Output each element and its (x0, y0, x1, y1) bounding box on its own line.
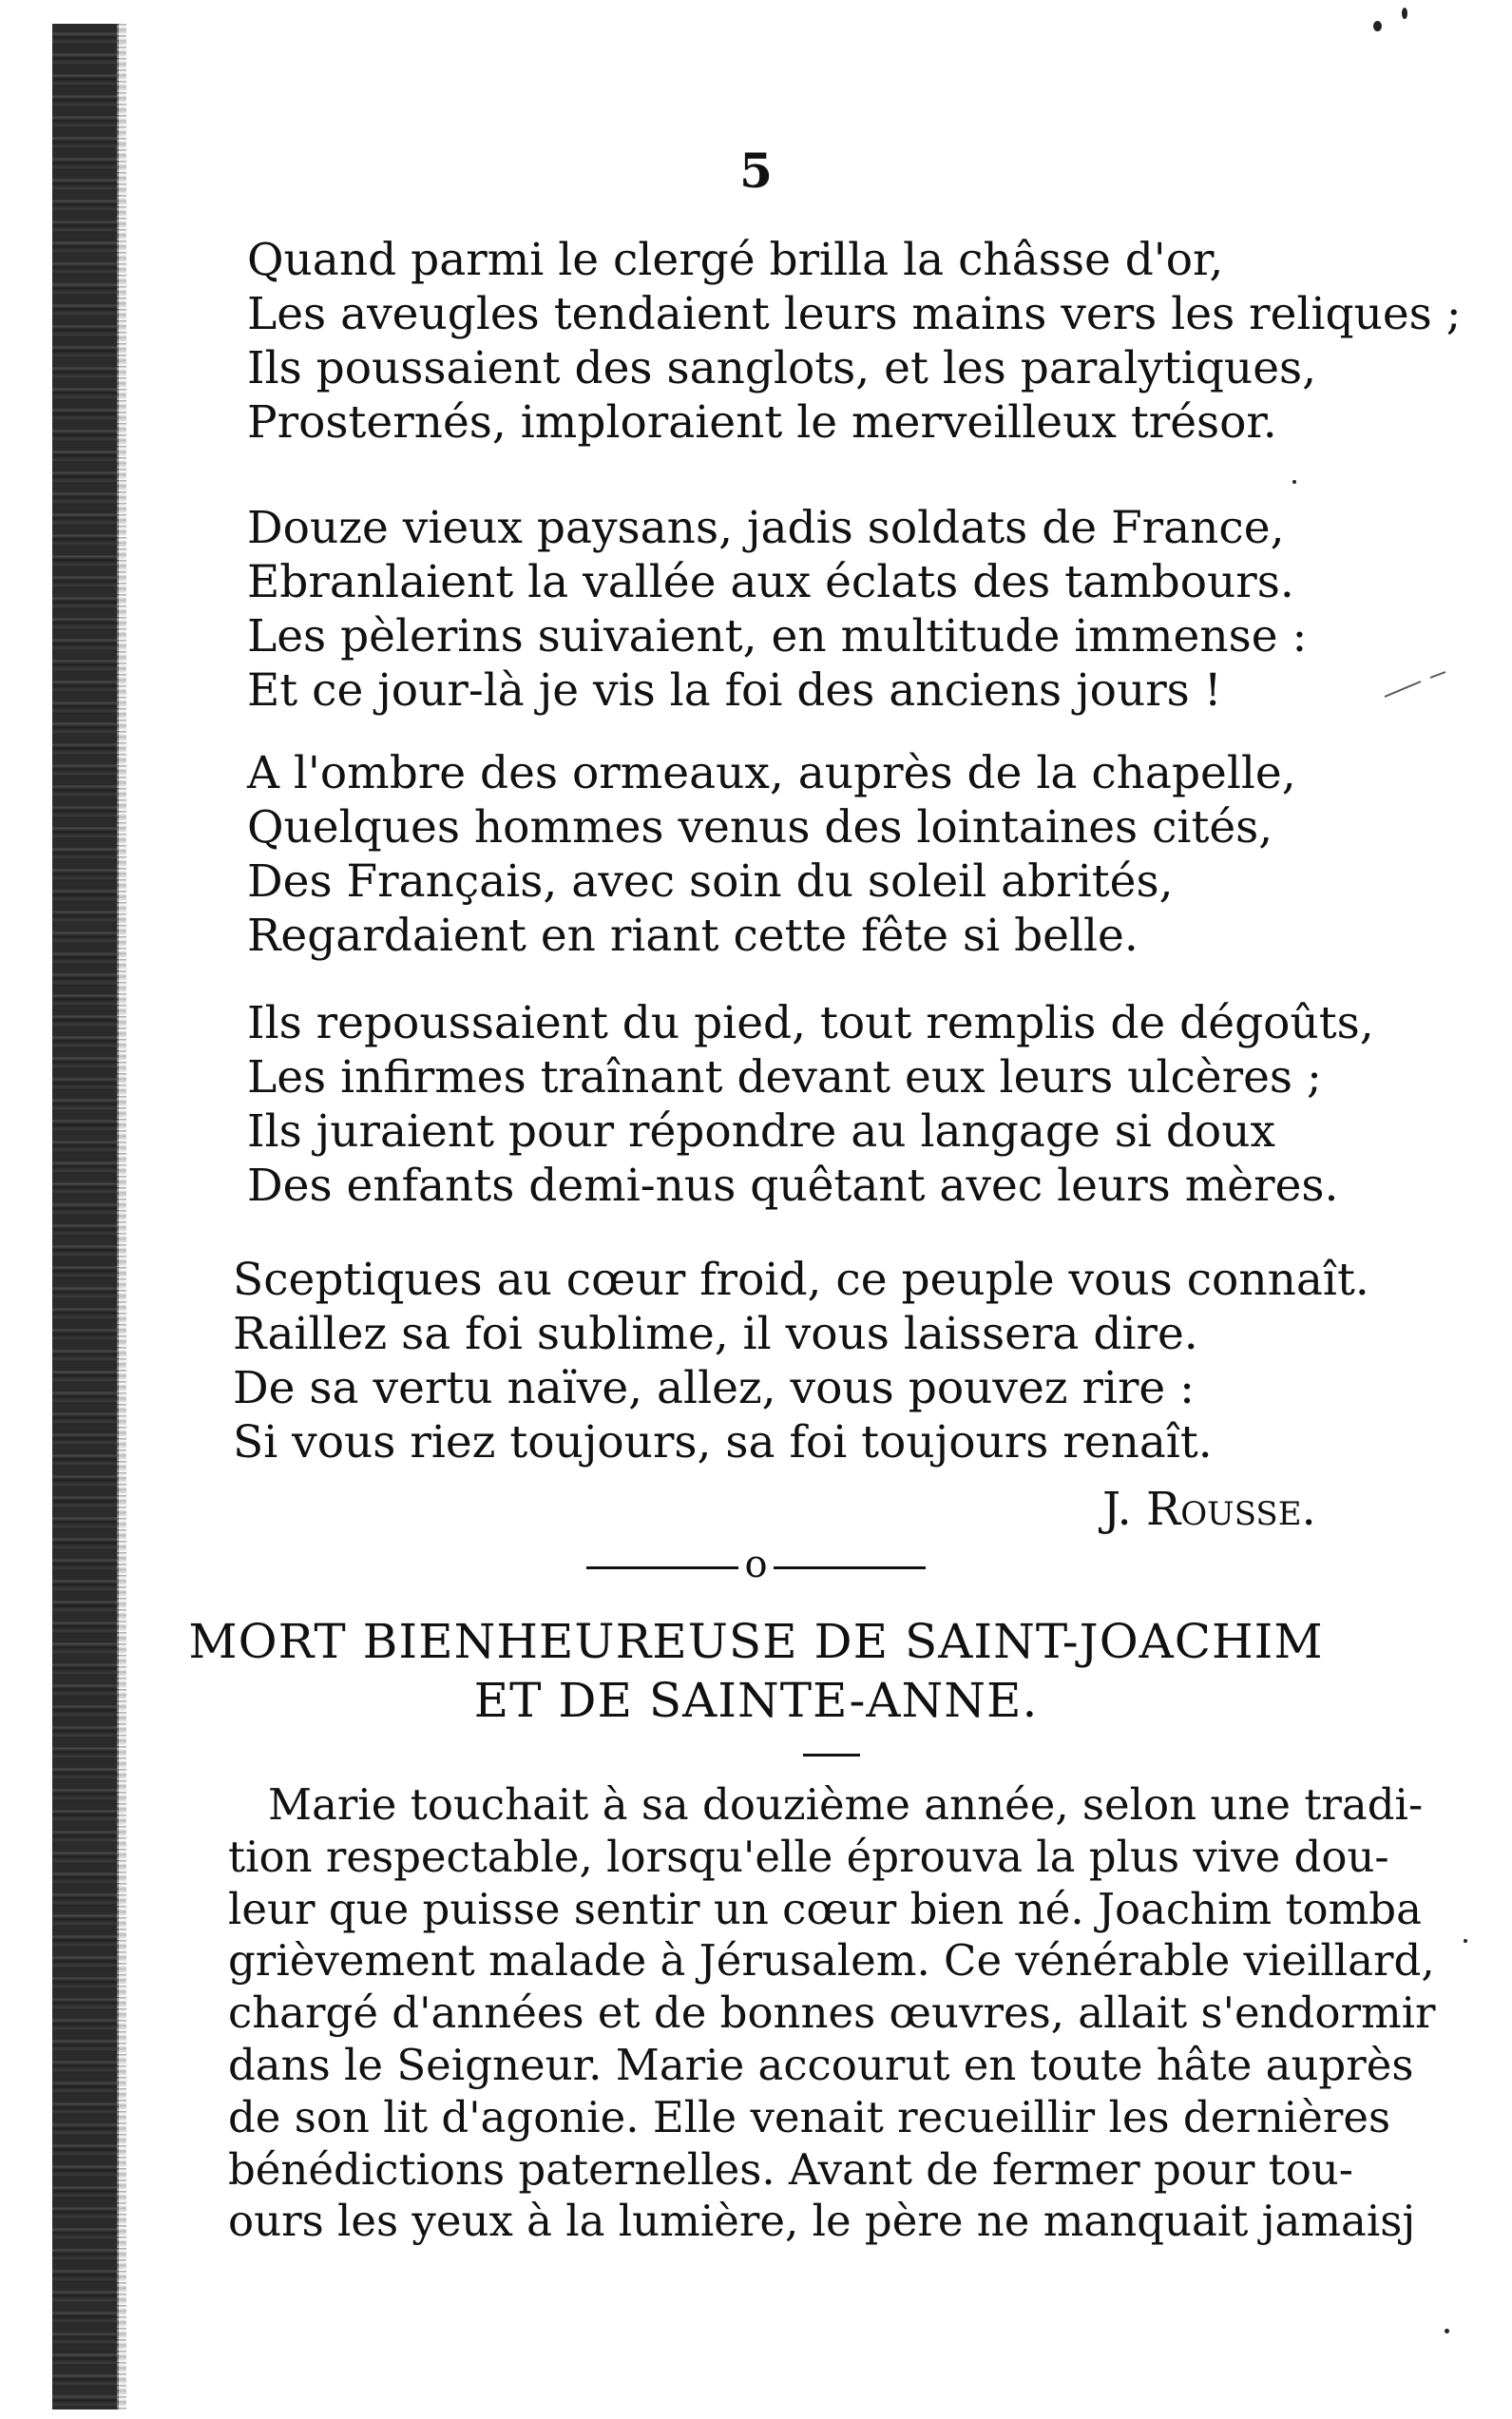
verse-line: Douze vieux paysans, jadis soldats de France, (247, 502, 1285, 554)
verse-line: Des Français, avec soin du soleil abrités, (247, 855, 1174, 908)
verse-line: Ils poussaient des sanglots, et les paralytiques, (247, 342, 1317, 394)
signature-name: Rousse. (1146, 1483, 1316, 1536)
prose-line: grièvement malade à Jérusalem. Ce vénérable vieillard, (228, 1935, 1435, 1987)
poem-stanza-5 (233, 1253, 1468, 1469)
verse-line: Regardaient en riant cette fête si belle. (247, 910, 1139, 962)
prose-line: tion respectable, lorsqu'elle éprouva la plus vive dou- (228, 1831, 1389, 1882)
verse-line: Ils repoussaient du pied, tout remplis de dégoûts, (247, 997, 1374, 1049)
pencil-mark-icon (1383, 670, 1449, 699)
book-spine-shadow (52, 24, 119, 2409)
verse-line: Ebranlaient la vallée aux éclats des tambours. (247, 556, 1294, 608)
poem-stanza-2 (247, 501, 1483, 718)
scan-speck (1464, 1939, 1467, 1943)
prose-line: Marie touchait à sa douzième année, selon une tradi- (268, 1779, 1424, 1830)
article-body (228, 1779, 1464, 2248)
scan-speck (1373, 21, 1382, 31)
separator-rule-right (774, 1566, 926, 1569)
separator-mark: o (744, 1543, 768, 1586)
verse-line: Sceptiques au cœur froid, ce peuple vous connaît. (233, 1254, 1369, 1306)
verse-line: De sa vertu naïve, allez, vous pouvez rire : (233, 1362, 1196, 1414)
poem-stanza-4 (247, 996, 1483, 1213)
verse-line: Quelques hommes venus des lointaines cités, (247, 801, 1273, 854)
verse-line: Quand parmi le clergé brilla la châsse d'or, (247, 234, 1224, 286)
signature-initial: J. (1102, 1483, 1132, 1536)
verse-line: Et ce jour-là je vis la foi des anciens jours ! (247, 664, 1222, 717)
poem-stanza-3 (247, 746, 1483, 963)
prose-line: bénédictions paternelles. Avant de fermer pour tou- (228, 2143, 1353, 2195)
scan-speck (1292, 480, 1296, 484)
article-heading-line-1: MORT BIENHEUREUSE DE SAINT-JOACHIM (188, 1614, 1324, 1669)
heading-underline-rule (803, 1754, 860, 1757)
prose-line: de son lit d'agonie. Elle venait recueillir les dernières (228, 2091, 1391, 2142)
poem-signature (1102, 1483, 1316, 1536)
scan-speck (1402, 8, 1407, 19)
prose-line: dans le Seigneur. Marie accourut en toute hâte auprès (228, 2039, 1414, 2090)
verse-line: Prosternés, imploraient le merveilleux trésor. (247, 396, 1277, 449)
verse-line: Des enfants demi-nus quêtant avec leurs mères. (247, 1160, 1339, 1212)
poem-stanza-1 (247, 233, 1483, 450)
prose-line: chargé d'années et de bonnes œuvres, allait s'endormir (228, 1987, 1436, 2039)
article-heading-line-2: ET DE SAINTE-ANNE. (473, 1673, 1039, 1728)
verse-line: Raillez sa foi sublime, il vous laissera dire. (233, 1308, 1198, 1360)
verse-line: Les aveugles tendaient leurs mains vers les reliques ; (247, 288, 1462, 340)
section-separator (0, 1543, 1512, 1586)
verse-line: A l'ombre des ormeaux, auprès de la chapelle, (247, 747, 1296, 799)
verse-line: Les pèlerins suivaient, en multitude immense : (247, 610, 1308, 662)
prose-line: leur que puisse sentir un cœur bien né. Joachim tomba (228, 1883, 1422, 1934)
separator-rule-left (586, 1566, 738, 1569)
prose-line: ours les yeux à la lumière, le père ne manquait jamaisj (228, 2196, 1416, 2247)
verse-line: Si vous riez toujours, sa foi toujours renaît. (233, 1416, 1213, 1469)
scan-speck (1445, 2329, 1449, 2333)
page-number: 5 (739, 143, 773, 199)
verse-line: Ils juraient pour répondre au langage si doux (247, 1105, 1275, 1158)
verse-line: Les infirmes traînant devant eux leurs ulcères ; (247, 1051, 1322, 1104)
